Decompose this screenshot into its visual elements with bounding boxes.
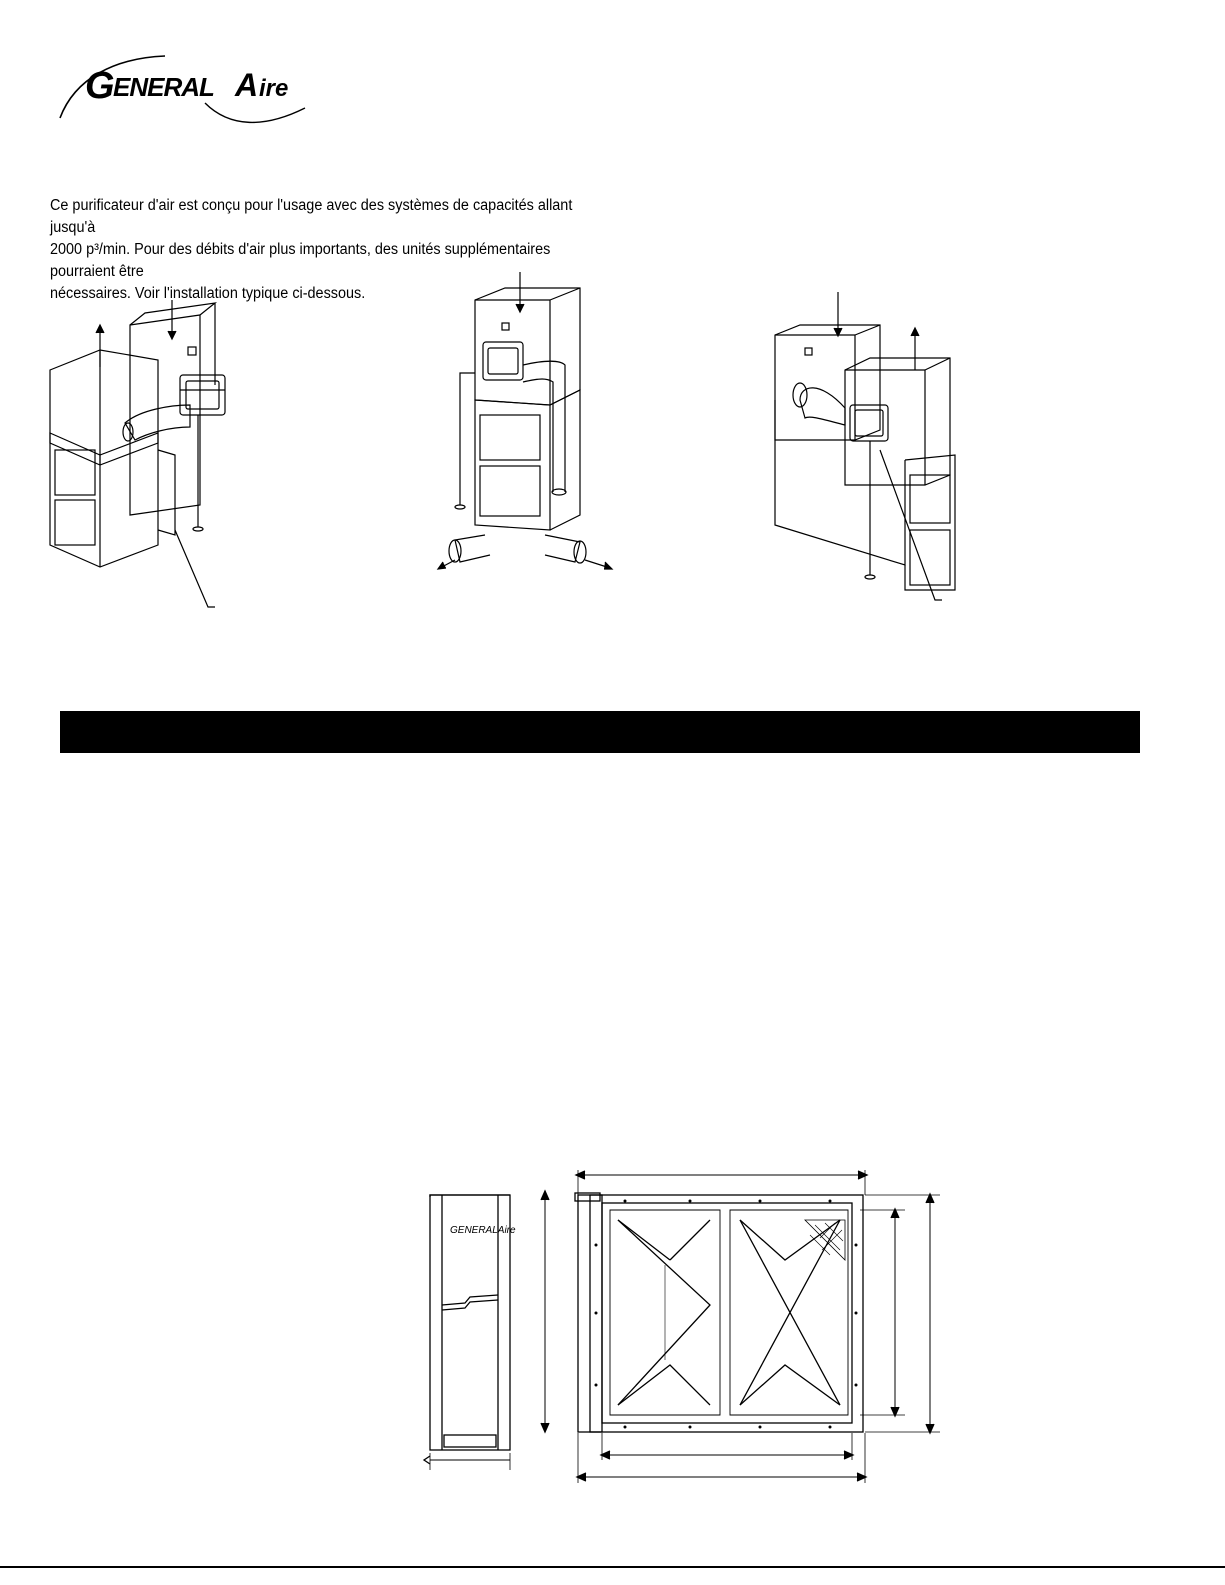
svg-text:A: A (235, 67, 259, 103)
upflow-installation-figure (40, 295, 230, 620)
horizontal-installation-figure (770, 290, 970, 610)
generalaire-logo (55, 48, 335, 128)
downflow-installation-figure (435, 270, 625, 580)
bottom-rule (0, 1566, 1225, 1568)
intro-line-3: nécessaires. Voir l'installation typique ci-dessous. (50, 285, 366, 302)
svg-text:GENERALAire: GENERALAire (450, 1225, 516, 1236)
svg-text:ENERAL: ENERAL (113, 72, 214, 102)
intro-line-1: Ce purificateur d'air est conçu pour l'usage avec des systèmes de capacités allant jusqu'à (50, 197, 573, 236)
front-view-drawing (530, 1165, 950, 1490)
svg-text:G: G (85, 65, 115, 107)
intro-line-2: 2000 p³/min. Pour des débits d'air plus importants, des unités supplémentaires pourraient être (50, 241, 551, 280)
section-heading-bar (60, 711, 1140, 753)
side-view-drawing (420, 1185, 520, 1475)
svg-text:ire: ire (259, 75, 289, 102)
